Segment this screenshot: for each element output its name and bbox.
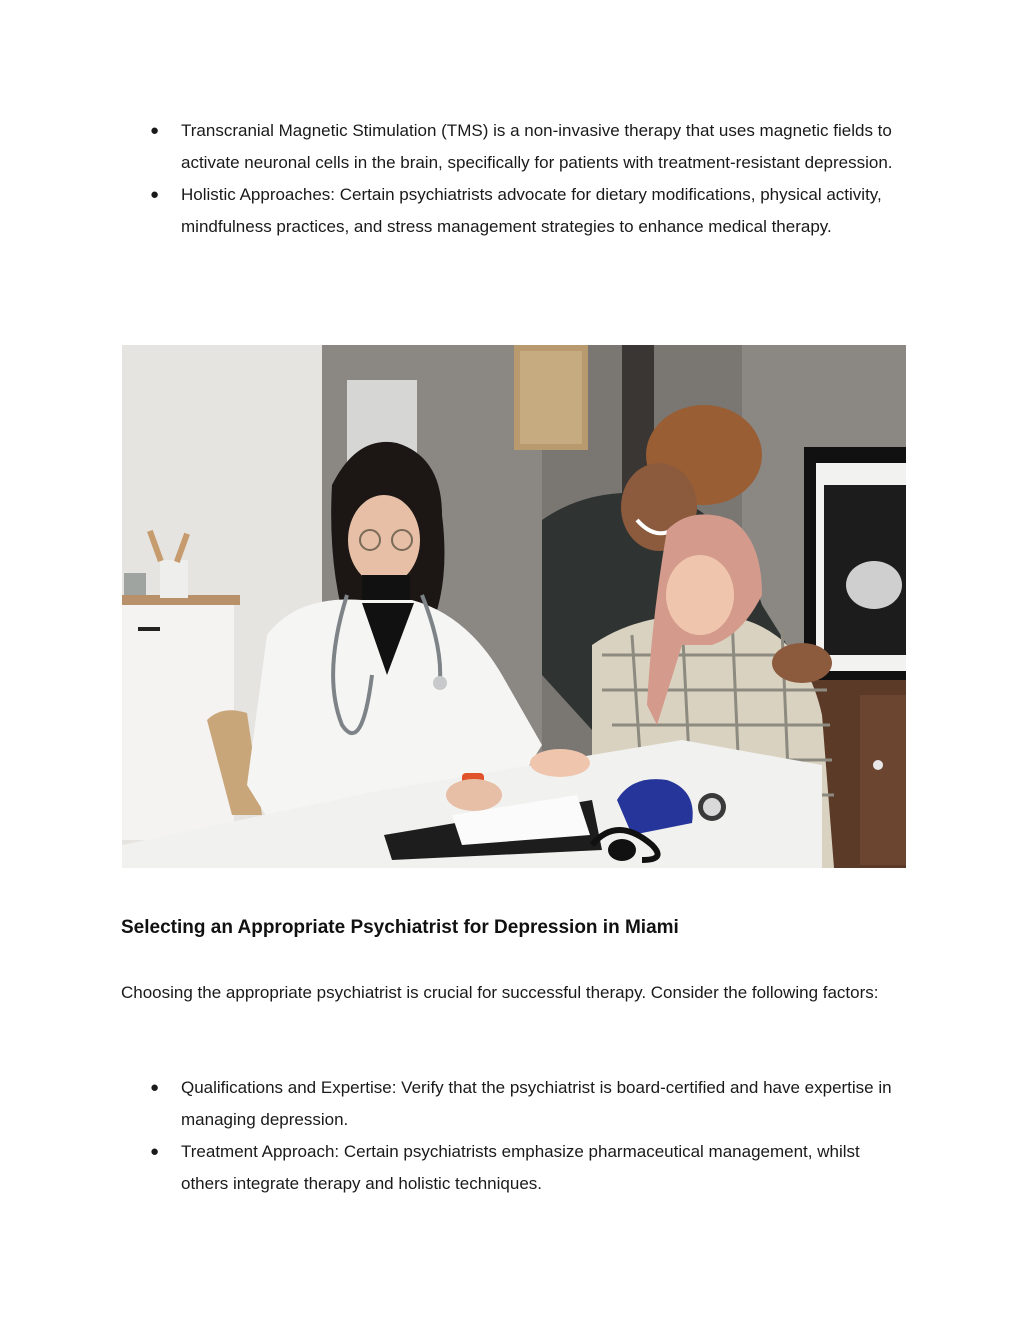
list-item bbox=[121, 115, 901, 179]
list-item-text: Treatment Approach: Certain psychiatrists emphasize pharmaceutical management, whilst others integrate therapy and holistic techniques. bbox=[181, 1142, 860, 1193]
doctor-consultation-photo bbox=[122, 345, 906, 868]
selection-factors-list bbox=[121, 1072, 901, 1200]
bullet-icon: ● bbox=[150, 1079, 160, 1096]
list-item-text: Holistic Approaches: Certain psychiatrists advocate for dietary modifications, physical activity, mindfulness practices, and stress management strategies to enhance medical therapy. bbox=[181, 185, 882, 236]
bullet-icon: ● bbox=[150, 186, 160, 203]
list-item bbox=[121, 179, 901, 243]
therapy-options-list bbox=[121, 115, 901, 243]
list-item bbox=[121, 1136, 901, 1200]
list-item-text: Transcranial Magnetic Stimulation (TMS) is a non-invasive therapy that uses magnetic fields to activate neuronal cells in the brain, specifically for patients with treatment-resistant depression. bbox=[181, 121, 893, 172]
intro-paragraph: Choosing the appropriate psychiatrist is crucial for successful therapy. Consider the following factors: bbox=[121, 983, 879, 1002]
list-item bbox=[121, 1072, 901, 1136]
list-item-text: Qualifications and Expertise: Verify that the psychiatrist is board-certified and have expertise in managing depression. bbox=[181, 1078, 892, 1129]
bullet-icon: ● bbox=[150, 1143, 160, 1160]
section-heading: Selecting an Appropriate Psychiatrist for Depression in Miami bbox=[121, 917, 679, 938]
bullet-icon: ● bbox=[150, 122, 160, 139]
